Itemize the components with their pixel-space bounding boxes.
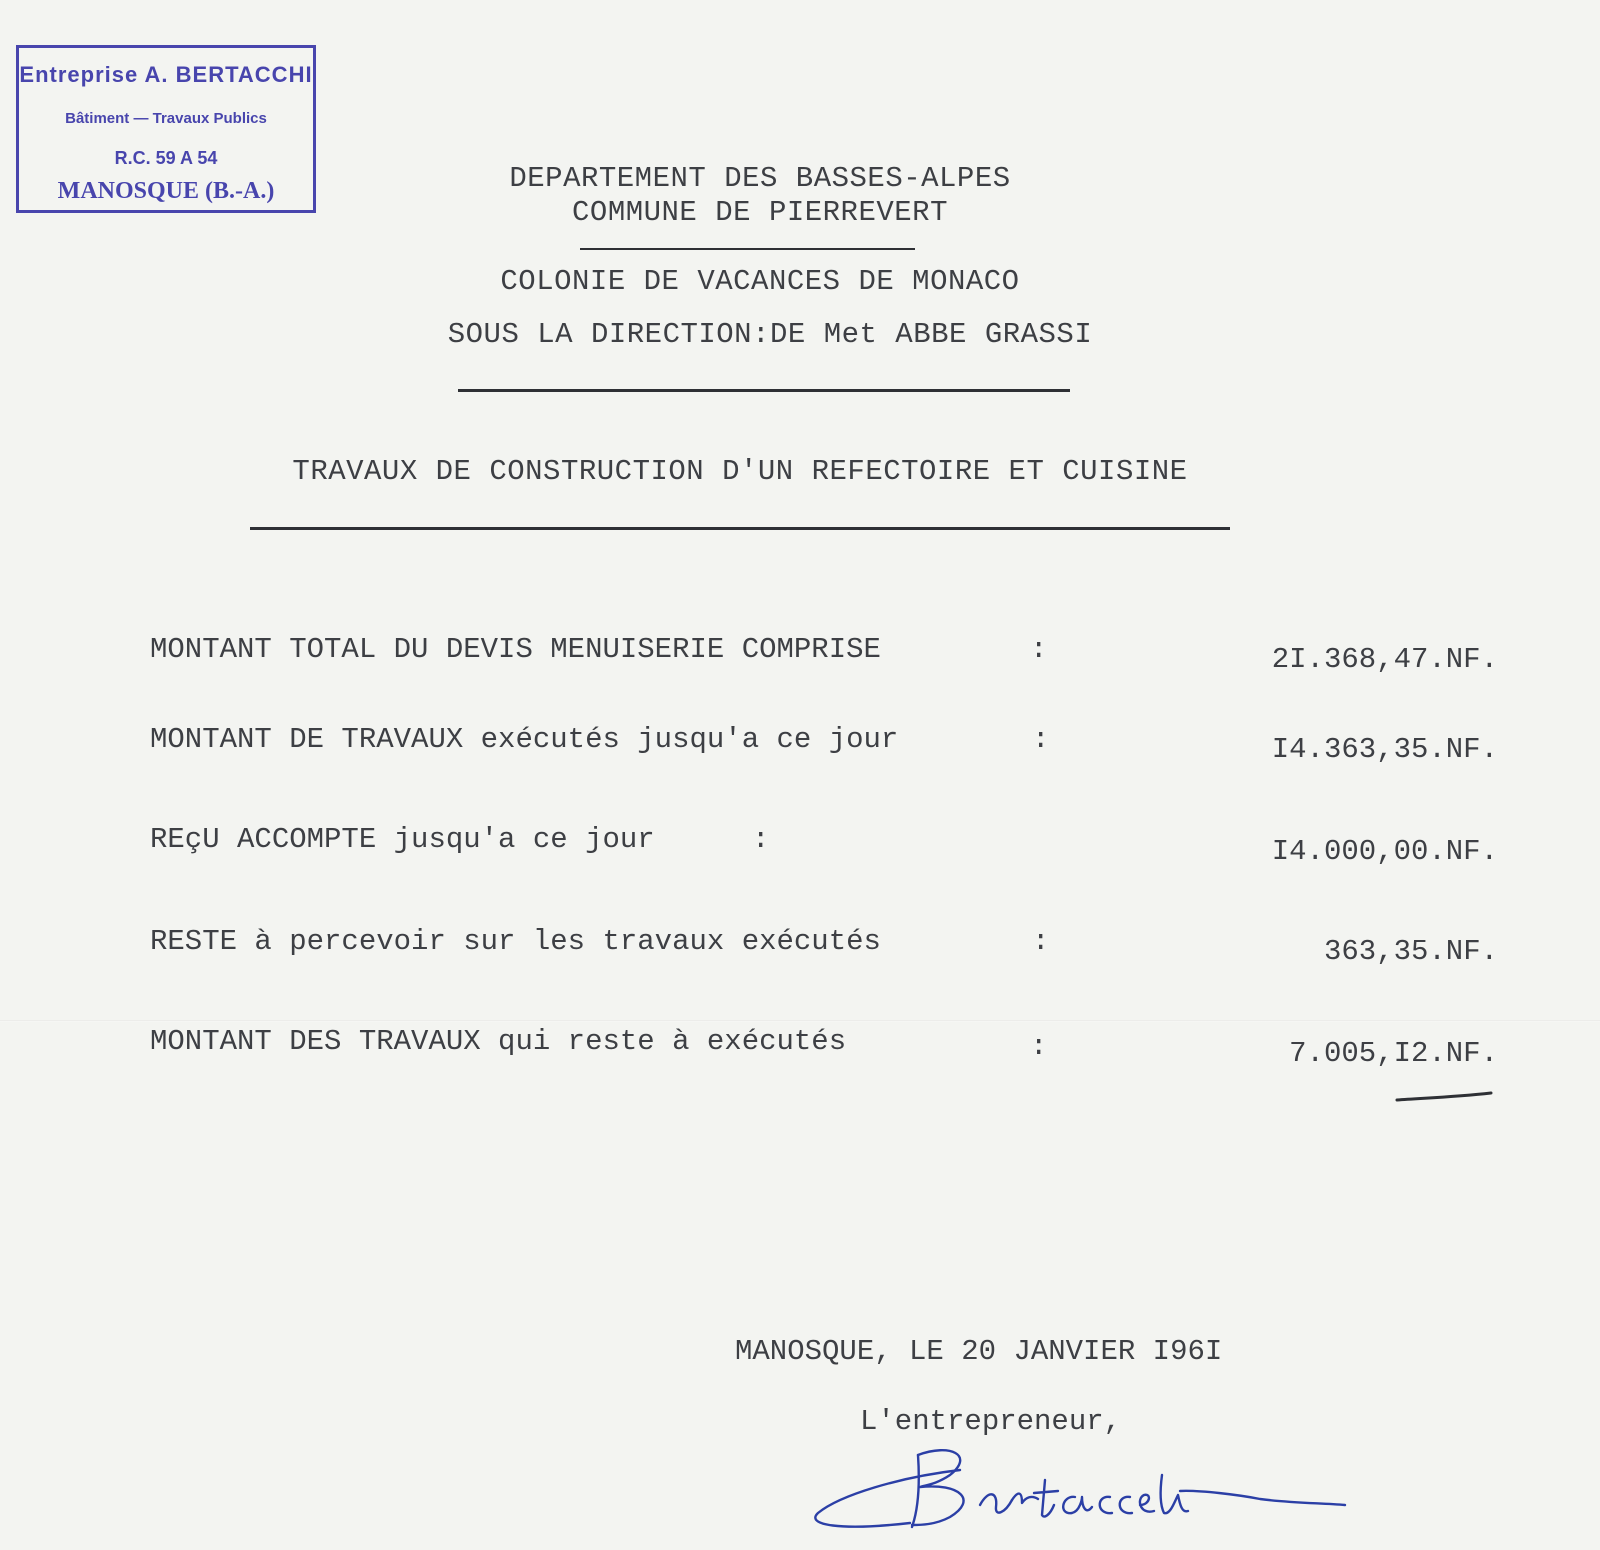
amount-colon: : [1030,1030,1048,1063]
amount-value: 363,35.NF. [1323,935,1498,968]
header-commune: COMMUNE DE PIERREVERT [572,196,948,229]
stamp-city: MANOSQUE (B.-A.) [57,178,275,204]
document-title: TRAVAUX DE CONSTRUCTION D'UN REFECTOIRE ET CUISINE [292,455,1188,488]
amount-label: RESTE à percevoir sur les travaux exécutés [150,925,881,958]
amount-colon: : [1030,633,1048,666]
amount-value: 2I.368,47.NF. [1271,643,1498,676]
header-colony: COLONIE DE VACANCES DE MONACO [500,265,1020,298]
total-underline [1395,1090,1495,1106]
signatory-label: L'entrepreneur, [860,1405,1122,1438]
amount-value: 7.005,I2.NF. [1289,1037,1498,1070]
header-rule-2 [458,389,1070,392]
amount-value: I4.363,35.NF. [1271,733,1498,766]
stamp-registry: R.C. 59 A 54 [114,148,218,168]
amount-label: REçU ACCOMPTE jusqu'a ce jour [150,823,655,856]
amount-colon: : [1032,723,1050,756]
stamp-trade: Bâtiment — Travaux Publics [65,110,267,127]
stamp-company: Entreprise A. BERTACCHI [19,62,313,87]
place-date: MANOSQUE, LE 20 JANVIER I96I [735,1335,1223,1368]
header-department: DEPARTEMENT DES BASSES-ALPES [509,162,1011,195]
paper-fold-line [0,1020,1600,1022]
signature [800,1395,1380,1545]
amount-label: MONTANT DES TRAVAUX qui reste à exécutés [150,1025,847,1058]
header-rule-1 [580,248,915,250]
amount-colon: : [1032,925,1050,958]
header-direction: SOUS LA DIRECTION:DE Met ABBE GRASSI [447,318,1093,351]
amount-label: MONTANT DE TRAVAUX exécutés jusqu'a ce jour [150,723,899,756]
title-rule [250,527,1230,530]
amount-label: MONTANT TOTAL DU DEVIS MENUISERIE COMPRISE [150,633,881,666]
amount-colon: : [752,823,770,856]
amount-value: I4.000,00.NF. [1271,835,1498,868]
